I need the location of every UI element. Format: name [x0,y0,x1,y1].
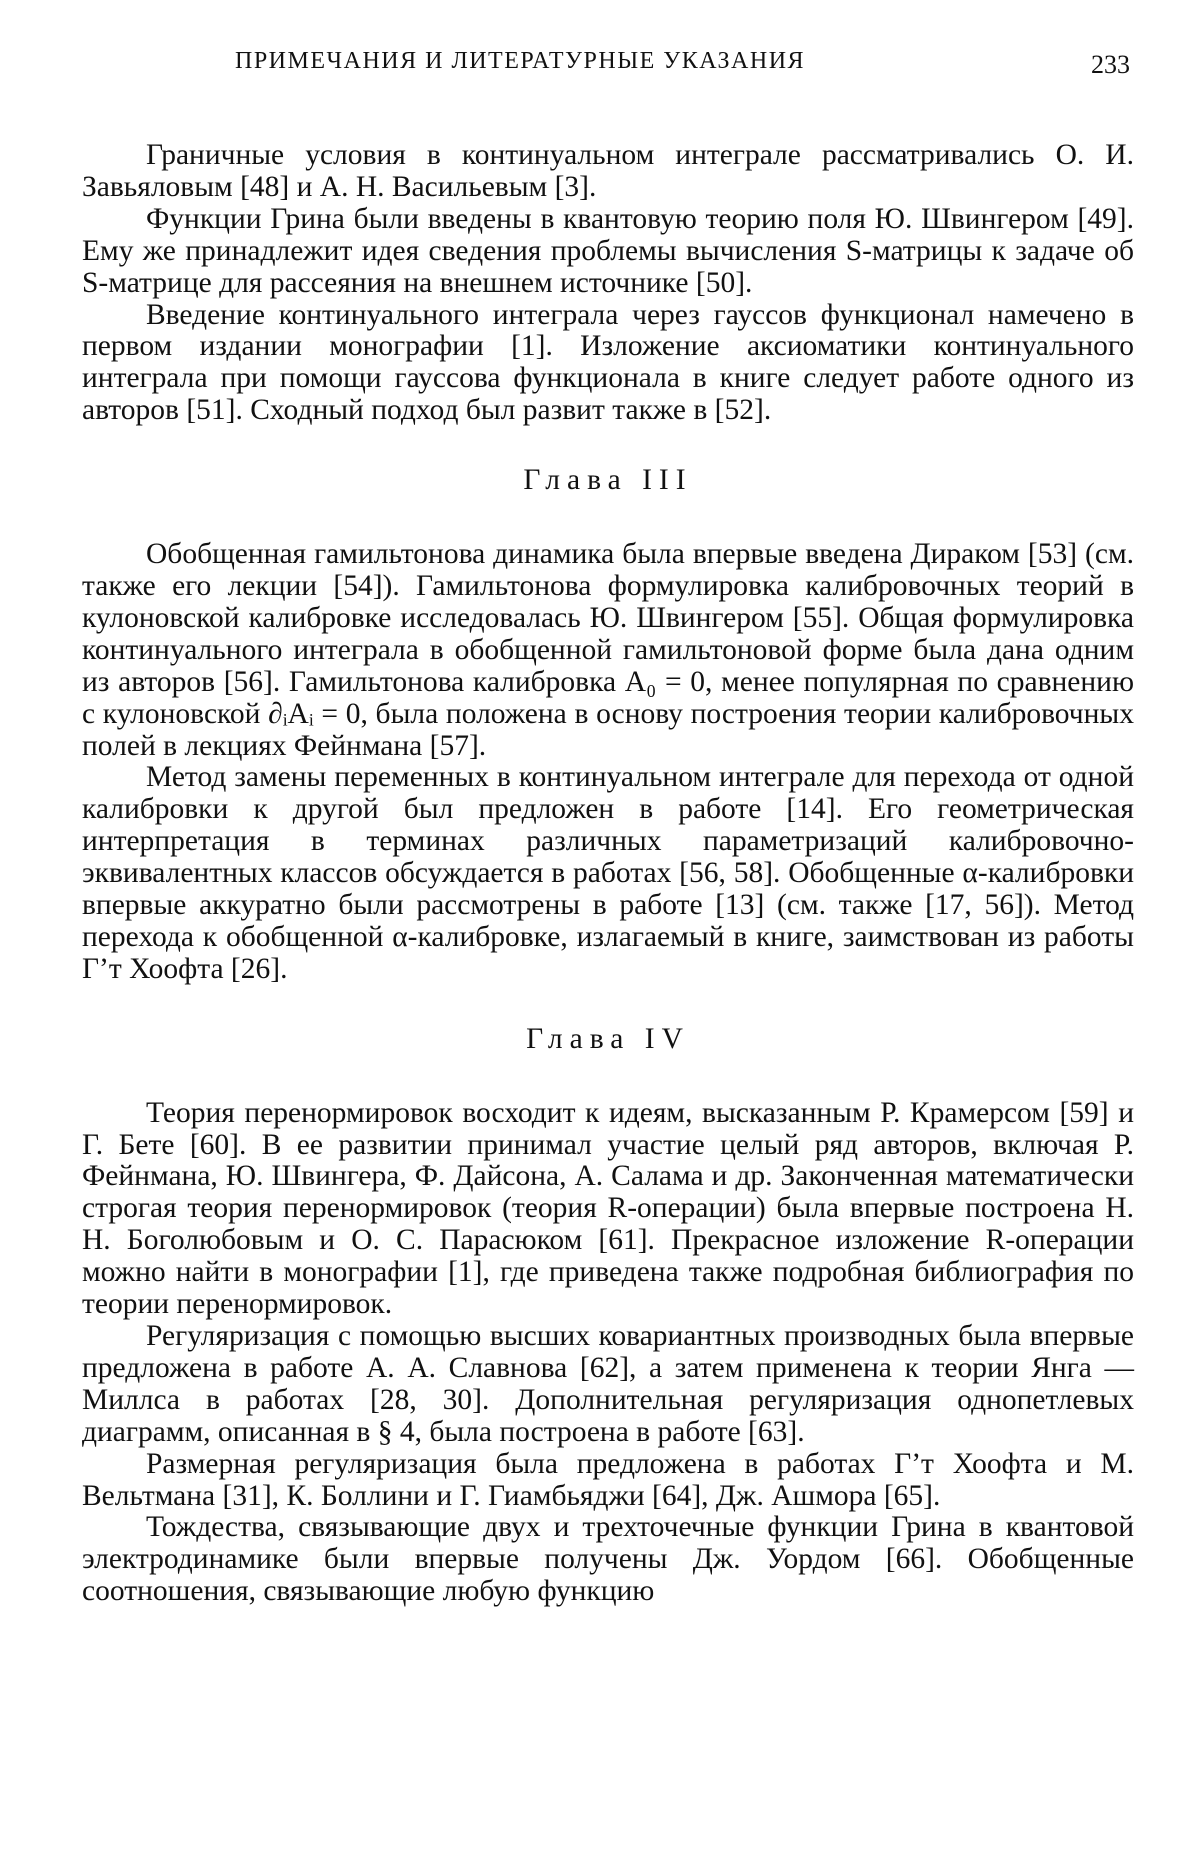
running-title: ПРИМЕЧАНИЯ И ЛИТЕРАТУРНЫЕ УКАЗАНИЯ [235,48,806,74]
paragraph: Обобщенная гамильтонова динамика была впервые введена Дираком [53] (см. также его лекции [54]). Гамильтонова формулировка калибровочных теорий в кулоновской калибровке исследовалась Ю. Швингером [55]. Общая формулировка континуального интеграла в обобщенной гамильтоновой форме была дана одним из авторов [56]. Гамильтонова калибровка A₀ = 0, менее популярная по сравнению с кулоновской ∂ᵢAᵢ = 0, была положена в основу построения теории калибровочных полей в лекциях Фейнмана [57]. [82,538,1134,762]
paragraph: Метод замены переменных в континуальном интеграле для перехода от одной калибровки к другой был предложен в работе [14]. Его геометрическая интерпретация в терминах различных параметризаций калибровочно-эквивалентных классов обсуждается в работах [56, 58]. Обобщенные α-калибровки впервые аккуратно были рассмотрены в работе [13] (см. также [17, 56]). Метод перехода к обобщенной α-калибровке, излагаемый в книге, заимствован из работы Г’т Хоофта [26]. [82,761,1134,985]
page-number: 233 [1091,50,1130,79]
chapter-heading: Глава IV [526,1022,690,1055]
paragraph: Размерная регуляризация была предложена в работах Г’т Хоофта и М. Вельтмана [31], К. Боллини и Г. Гиамбьяджи [64], Дж. Ашмора [65]. [82,1447,1134,1512]
paragraph: Теория перенормировок восходит к идеям, высказанным Р. Крамерсом [59] и Г. Бете [60]. В ее развитии принимал участие целый ряд авторов, включая Р. Фейнмана, Ю. Швингера, Ф. Дайсона, А. Салама и др. Законченная математически строгая теория перенормировок (теория R-операции) была впервые построена Н. Н. Боголюбовым и О. С. Парасюком [61]. Прекрасное изложение R-операции можно найти в монографии [1], где приведена также подробная библиография по теории перенормировок. [82,1096,1134,1321]
paragraph: Функции Грина были введены в квантовую теорию поля Ю. Швингером [49]. Ему же принадлежит идея сведения проблемы вычисления S-матрицы к задаче об S-матрице для рассеяния на внешнем источнике [50]. [82,202,1134,299]
paragraph: Регуляризация с помощью высших ковариантных производных была впервые предложена в работе А. А. Славнова [62], а затем применена к теории Янга — Миллса в работах [28, 30]. Дополнительная регуляризация однопетлевых диаграмм, описанная в § 4, была построена в работе [63]. [82,1320,1134,1448]
chapter-heading: Глава III [523,464,693,497]
paragraph: Граничные условия в континуальном интеграле рассматривались О. И. Завьяловым [48] и А. Н. Васильевым [3]. [82,139,1134,203]
paragraph: Тождества, связывающие двух и трехточечные функции Грина в квантовой электродинамике были впервые получены Дж. Уордом [66]. Обобщенные соотношения, связывающие любую функцию [82,1511,1134,1608]
running-header [90,38,1130,88]
paragraph: Введение континуального интеграла через гауссов функционал намечено в первом издании монографии [1]. Изложение аксиоматики континуального интеграла при помощи гауссова функционала в книге следует работе одного из авторов [51]. Сходный подход был развит также в [52]. [82,298,1134,427]
page-body [82,140,1134,1608]
